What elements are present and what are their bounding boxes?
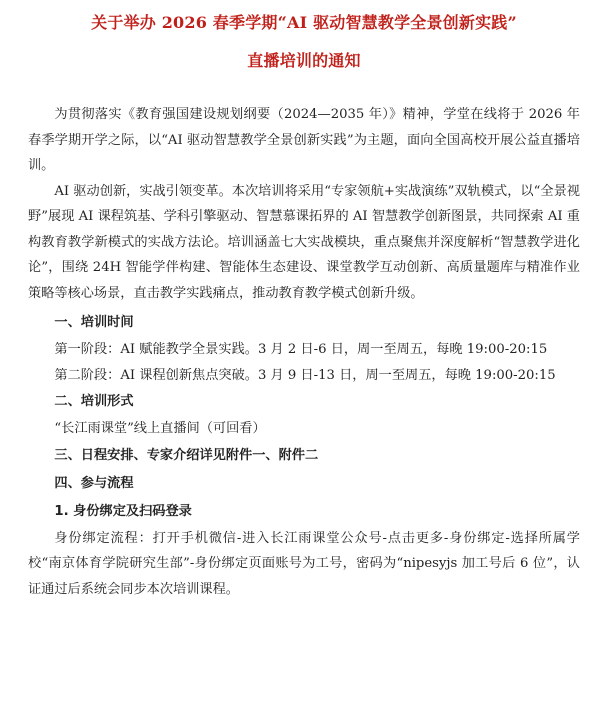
notice-document [0,4,606,704]
stage-two-line: 第二阶段：AI 课程创新焦点突破。3 月 9 日-13 日，周一至周五，每晚 19:00-20:15 [54,367,556,383]
intro-paragraph-2: AI 驱动创新，实战引领变革。本次培训将采用“专家领航+实战演练”双轨模式，以“全景视野”展现 AI 课程筑基、学科引擎驱动、智慧慕课拓界的 AI 智慧教学创新图景，共同探索 AI 重构教育教学新模式的实战方法论。培训涵盖七大实战模块，重点聚焦并深度解析“智慧教学进化论”，围绕 24H 智能学伴构建、智能体生态建设、课堂教学互动创新、高质量题库与精准作业策略等核心场景，直击教学实践痛点，推动教育教学模式创新升级。 [28,183,580,301]
training-format-text: “长江雨课堂”线上直播间（可回看） [54,421,266,436]
subsection-heading-identity-binding: 1. 身份绑定及扫码登录 [54,503,192,519]
title-spacer [28,80,580,102]
section-heading-training-time: 一、培训时间 [54,315,134,330]
section-heading-training-format: 二、培训形式 [54,394,134,409]
intro-paragraph-1: 为贯彻落实《教育强国建设规划纲要（2024—2035 年）》精神，学堂在线将于 2026 年春季学期开学之际，以“AI 驱动智慧教学全景创新实践”为主题，面向全国高校开展公益直播培训。 [28,107,580,173]
identity-binding-paragraph: 身份绑定流程：打开手机微信-进入长江雨课堂公众号-点击更多-身份绑定-选择所属学校“南京体育学院研究生部”-身份绑定页面账号为工号，密码为“nipesyjs 加工号后 6 位”，认证通过后系统会同步本次培训课程。 [28,530,580,597]
section-heading-schedule: 三、日程安排、专家介绍详见附件一、附件二 [54,447,319,463]
stage-one-line: 第一阶段：AI 赋能教学全景实践。3 月 2 日-6 日，周一至周五，每晚 19:00-20:15 [54,342,548,357]
document-title-line-2: 直播培训的通知 [247,51,361,70]
section-heading-participation: 四、参与流程 [54,475,134,491]
document-title-line-1: 关于举办 2026 春季学期“AI 驱动智慧教学全景创新实践” [91,13,517,32]
